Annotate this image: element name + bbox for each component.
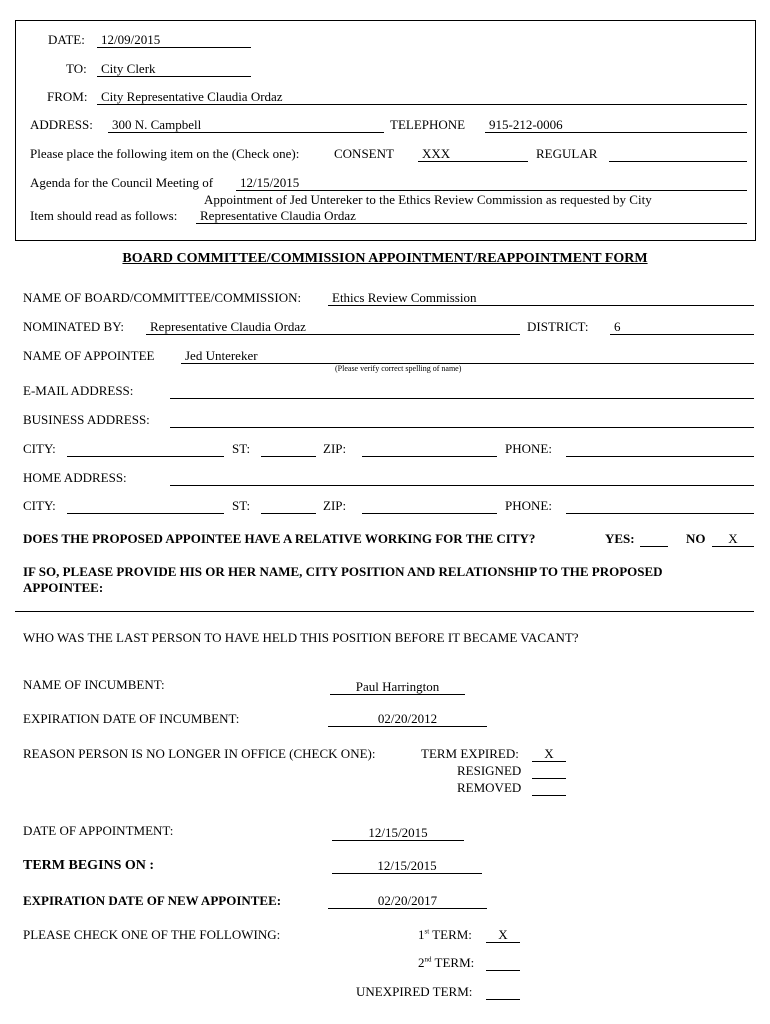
relative-no-field[interactable]: X (712, 531, 754, 547)
to-label: TO: (66, 61, 87, 76)
city-label-1: CITY: (23, 441, 56, 456)
regular-label: REGULAR (536, 146, 598, 161)
from-field[interactable]: City Representative Claudia Ordaz (97, 89, 747, 105)
place-item-text: Please place the following item on the (Check one): (30, 146, 300, 161)
form-title: BOARD COMMITTEE/COMMISSION APPOINTMENT/REAPPOINTMENT FORM (122, 251, 648, 266)
consent-label: CONSENT (334, 146, 394, 161)
if-so-line1: IF SO, PLEASE PROVIDE HIS OR HER NAME, CITY POSITION AND RELATIONSHIP TO THE PROPOSED (23, 564, 663, 579)
address-label: ADDRESS: (30, 117, 93, 132)
first-term-field[interactable]: X (486, 927, 520, 943)
zip-label-2: ZIP: (323, 498, 347, 513)
appointment-date-label: DATE OF APPOINTMENT: (23, 823, 174, 838)
agenda-label: Agenda for the Council Meeting of (30, 175, 214, 190)
business-address-field[interactable] (170, 412, 754, 428)
relative-no-label: NO (686, 531, 706, 546)
board-field[interactable]: Ethics Review Commission (328, 290, 754, 306)
term-expired-field[interactable]: X (532, 746, 566, 762)
zip-label-1: ZIP: (323, 441, 347, 456)
appointee-label: NAME OF APPOINTEE (23, 348, 155, 363)
phone-field-1[interactable] (566, 441, 754, 457)
term-expired-label: TERM EXPIRED: (421, 746, 519, 761)
resigned-label: RESIGNED (457, 763, 522, 778)
resigned-field[interactable] (532, 763, 566, 779)
email-field[interactable] (170, 383, 754, 399)
incumbent-label: NAME OF INCUMBENT: (23, 677, 165, 692)
unexpired-term-field[interactable] (486, 984, 520, 1000)
phone-field-2[interactable] (566, 498, 754, 514)
item-text-line1: Appointment of Jed Untereker to the Ethics Review Commission as requested by City (204, 192, 652, 207)
city-field-2[interactable] (67, 498, 224, 514)
first-term-label: 1st TERM: (418, 927, 472, 942)
item-text-field[interactable]: Representative Claudia Ordaz (196, 208, 747, 224)
item-label: Item should read as follows: (30, 208, 178, 223)
relative-yes-field[interactable] (640, 531, 668, 547)
second-term-field[interactable] (486, 955, 520, 971)
appointee-field[interactable]: Jed Untereker (181, 348, 754, 364)
from-label: FROM: (47, 89, 88, 104)
incumbent-field[interactable]: Paul Harrington (330, 679, 465, 695)
agenda-date-field[interactable]: 12/15/2015 (236, 175, 747, 191)
new-expiration-field[interactable]: 02/20/2017 (328, 893, 487, 909)
city-label-2: CITY: (23, 498, 56, 513)
district-field[interactable]: 6 (610, 319, 754, 335)
removed-label: REMOVED (457, 780, 522, 795)
relative-question: DOES THE PROPOSED APPOINTEE HAVE A RELATIVE WORKING FOR THE CITY? (23, 531, 536, 546)
verify-spelling-note: (Please verify correct spelling of name) (335, 364, 462, 373)
incumbent-expiration-label: EXPIRATION DATE OF INCUMBENT: (23, 711, 240, 726)
date-label: DATE: (48, 32, 85, 47)
home-address-label: HOME ADDRESS: (23, 470, 127, 485)
appointment-date-field[interactable]: 12/15/2015 (332, 825, 464, 841)
unexpired-term-label: UNEXPIRED TERM: (356, 984, 473, 999)
address-field[interactable]: 300 N. Campbell (108, 117, 384, 133)
term-begins-label: TERM BEGINS ON : (23, 858, 155, 873)
reason-label: REASON PERSON IS NO LONGER IN OFFICE (CHECK ONE): (23, 746, 376, 761)
st-field-1[interactable] (261, 441, 316, 457)
date-field[interactable]: 12/09/2015 (97, 32, 251, 48)
removed-field[interactable] (532, 780, 566, 796)
to-field[interactable]: City Clerk (97, 61, 251, 77)
phone-label-2: PHONE: (505, 498, 552, 513)
district-label: DISTRICT: (527, 319, 589, 334)
relative-yes-label: YES: (605, 531, 635, 546)
phone-label-1: PHONE: (505, 441, 552, 456)
telephone-label: TELEPHONE (390, 117, 466, 132)
nominated-field[interactable]: Representative Claudia Ordaz (146, 319, 520, 335)
regular-field[interactable] (609, 146, 747, 162)
check-one-label: PLEASE CHECK ONE OF THE FOLLOWING: (23, 927, 281, 942)
consent-field[interactable]: XXX (418, 146, 528, 162)
email-label: E-MAIL ADDRESS: (23, 383, 134, 398)
telephone-field[interactable]: 915-212-0006 (485, 117, 747, 133)
term-begins-field[interactable]: 12/15/2015 (332, 858, 482, 874)
zip-field-1[interactable] (362, 441, 497, 457)
st-field-2[interactable] (261, 498, 316, 514)
nominated-label: NOMINATED BY: (23, 319, 124, 334)
section-divider (15, 611, 754, 612)
city-field-1[interactable] (67, 441, 224, 457)
home-address-field[interactable] (170, 470, 754, 486)
new-expiration-label: EXPIRATION DATE OF NEW APPOINTEE: (23, 893, 282, 908)
zip-field-2[interactable] (362, 498, 497, 514)
if-so-line2: APPOINTEE: (23, 580, 104, 595)
second-term-label: 2nd TERM: (418, 955, 475, 970)
incumbent-expiration-field[interactable]: 02/20/2012 (328, 711, 487, 727)
st-label-1: ST: (232, 441, 251, 456)
last-person-question: WHO WAS THE LAST PERSON TO HAVE HELD THIS POSITION BEFORE IT BECAME VACANT? (23, 630, 579, 645)
business-address-label: BUSINESS ADDRESS: (23, 412, 150, 427)
st-label-2: ST: (232, 498, 251, 513)
board-label: NAME OF BOARD/COMMITTEE/COMMISSION: (23, 290, 302, 305)
